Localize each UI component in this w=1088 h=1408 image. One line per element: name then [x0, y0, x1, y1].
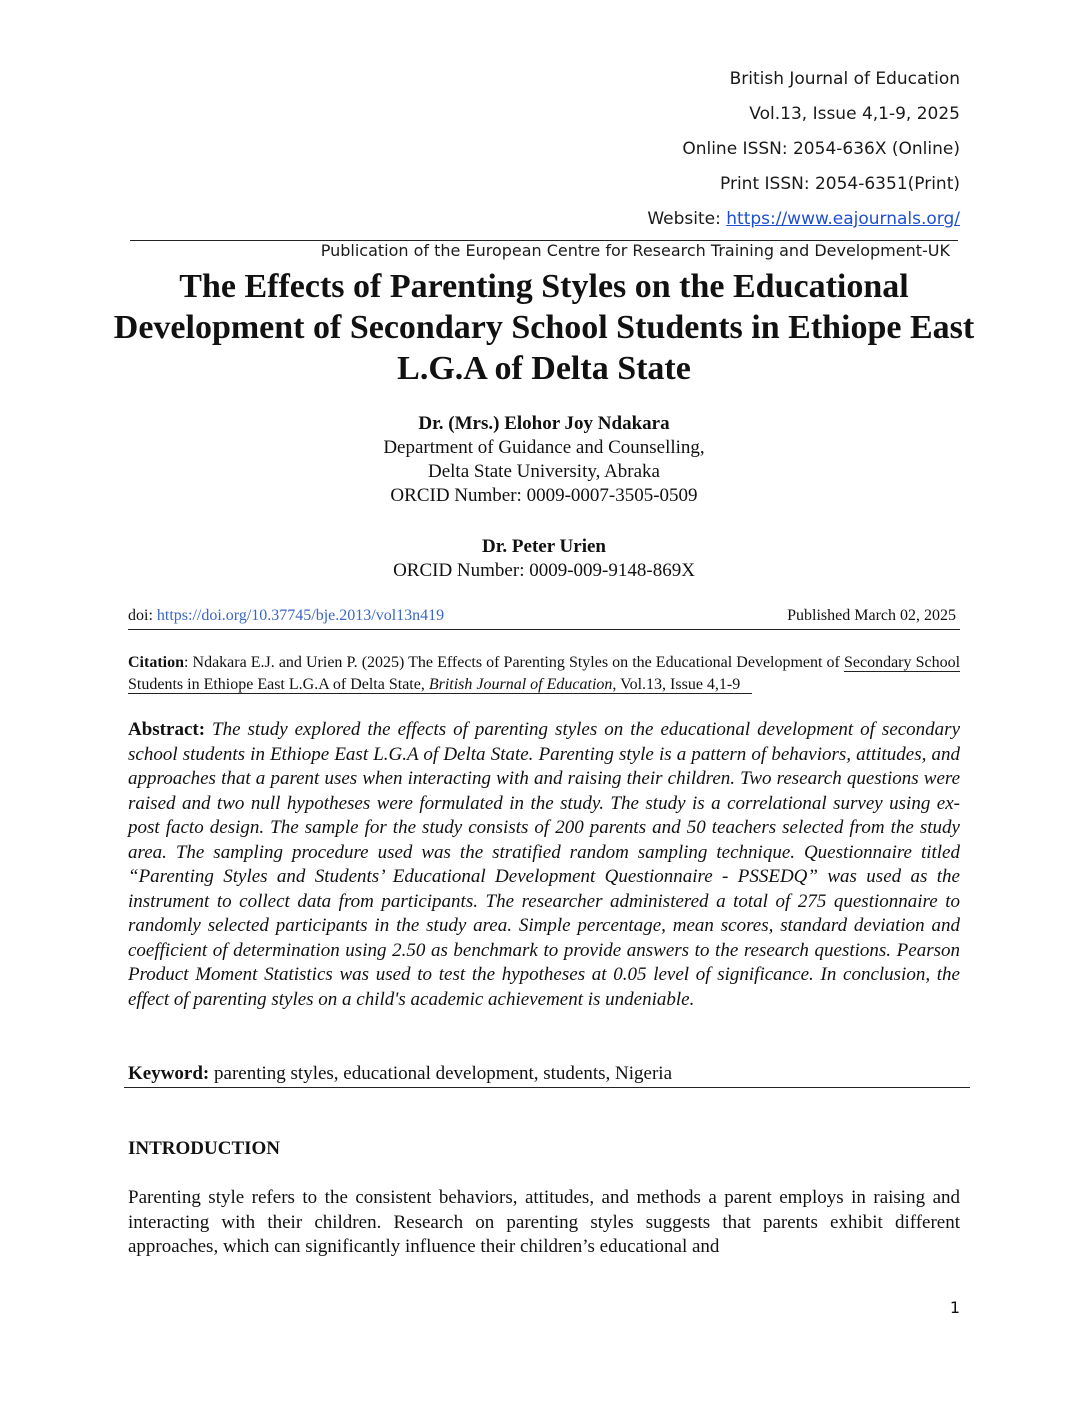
publication-divider: [130, 240, 958, 263]
doi-label: doi: [128, 607, 149, 624]
abstract-label: Abstract:: [128, 719, 206, 740]
citation-journal: British Journal of Education: [428, 676, 613, 693]
author-name: Dr. (Mrs.) Elohor Joy Ndakara: [418, 413, 670, 434]
paper-title: The Effects of Parenting Styles on the Educational Development of Secondary School Students in Ethiope East L.G.A of Delta State: [113, 268, 975, 387]
introduction-text: Parenting style refers to the consistent behaviors, attitudes, and methods a parent employs in raising and interacting with their children. Research on parenting styles suggests that parents exhibit different approaches, which can significantly influence their children’s educational and: [128, 1187, 960, 1257]
citation-text-1: : Ndakara E.J. and Urien P. (2025) The Effects of Parenting Styles on the Educational Development of: [184, 654, 840, 671]
author-block-1: [0, 412, 1088, 508]
author-orcid: ORCID Number: 0009-0007-3505-0509: [390, 485, 698, 506]
website-line: [647, 202, 960, 237]
abstract: [128, 718, 960, 1012]
page-number: 1: [949, 1298, 960, 1317]
keyword-text: parenting styles, educational development, students, Nigeria: [209, 1063, 673, 1084]
author-block-2: [0, 535, 1088, 583]
website-label: Website:: [647, 209, 727, 229]
citation-text-2: Secondary School Students in Ethiope East L.G.A of Delta State,: [128, 654, 961, 693]
citation: [128, 652, 960, 696]
doi-colon: :: [148, 607, 157, 624]
website-link[interactable]: https://www.eajournals.org/: [726, 209, 960, 229]
keyword-line: [128, 1063, 672, 1085]
published-date: Published March 02, 2025: [787, 607, 956, 624]
author-department: Department of Guidance and Counselling,: [383, 437, 705, 458]
author-institution: Delta State University, Abraka: [428, 461, 660, 482]
keyword-row: [124, 1063, 970, 1088]
citation-text-3: , Vol.13, Issue 4,1-9: [612, 676, 741, 693]
author-orcid: ORCID Number: 0009-009-9148-869X: [393, 560, 695, 581]
print-issn: Print ISSN: 2054-6351(Print): [720, 174, 960, 194]
doi-line: [128, 607, 444, 625]
journal-name: British Journal of Education: [729, 69, 960, 89]
publication-text: Publication of the European Centre for Research Training and Development-UK: [320, 241, 950, 260]
keyword-label: Keyword:: [128, 1063, 210, 1084]
doi-link[interactable]: https://doi.org/10.37745/bje.2013/vol13n419: [156, 607, 445, 624]
doi-row: [128, 605, 960, 630]
introduction-heading: INTRODUCTION: [128, 1138, 281, 1159]
abstract-text: The study explored the effects of parenting styles on the educational development of secondary school students in Ethiope East L.G.A of Delta State. Parenting style is a pattern of behaviors, attitudes, and approaches that a parent uses when interacting with and raising their children. Two research questions were raised and two null hypotheses were formulated in the study. The study is a correlational survey using ex-post facto design. The sample for the study consists of 200 parents and 50 teachers selected from the study area. The sampling procedure used was the stratified random sampling technique. Questionnaire titled “Parenting Styles and Students’ Educational Development Questionnaire - PSSEDQ” was used as the instrument to collect data from participants. The researcher administered a total of 275 questionnaire to randomly selected participants in the study area. Simple percentage, mean scores, standard deviation and coefficient of determination using 2.50 as benchmark to provide answers to the research questions. Pearson Product Moment Statistics was used to test the hypotheses at 0.05 level of significance. In conclusion, the effect of parenting styles on a child's academic achievement is undeniable.: [128, 719, 961, 1010]
volume-info: Vol.13, Issue 4,1-9, 2025: [749, 104, 960, 124]
citation-label: Citation: [128, 654, 184, 671]
author-name: Dr. Peter Urien: [482, 536, 606, 557]
online-issn: Online ISSN: 2054-636X (Online): [682, 139, 960, 159]
journal-header: [647, 62, 960, 237]
